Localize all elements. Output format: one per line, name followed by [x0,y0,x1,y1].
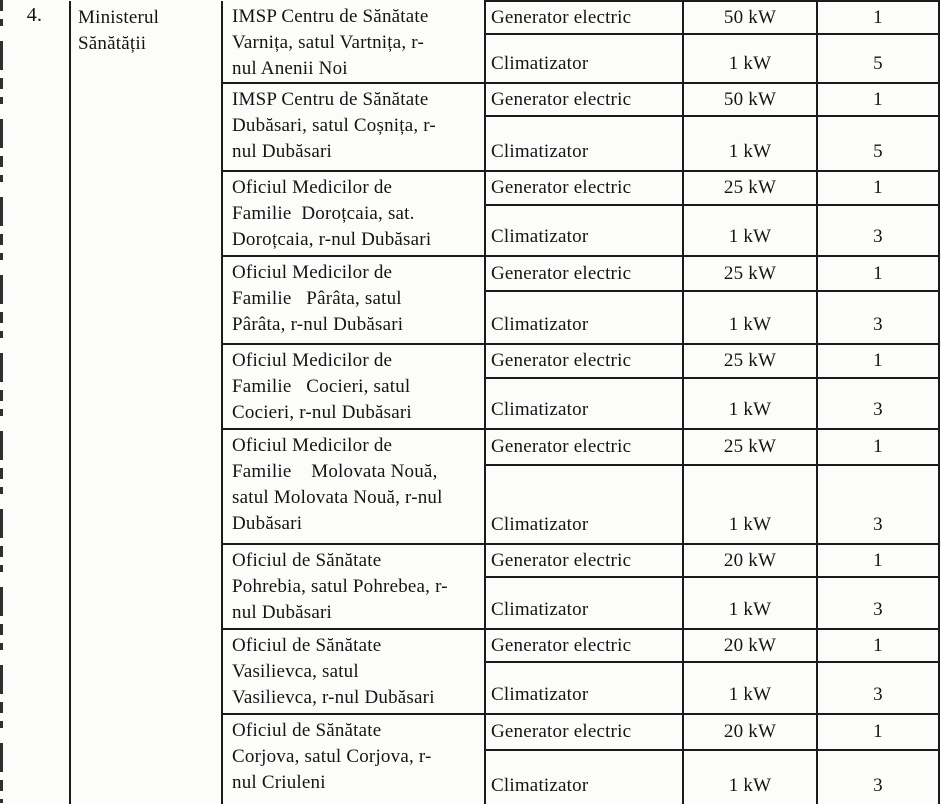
equipment-cell: Climatizator [485,577,683,629]
quantity-cell: 3 [817,577,939,629]
equipment-cell: Climatizator [485,291,683,344]
power-cell: 20 kW [683,544,817,577]
quantity-cell: 1 [817,544,939,577]
equipment-cell: Generator electric [485,1,683,34]
institution-cell: Oficiul Medicilor de Familie Molovata Nouă, satul Molovata Nouă, r-nul Dubăsari [222,429,485,544]
equipment-cell: Climatizator [485,750,683,804]
equipment-cell: Generator electric [485,83,683,116]
power-cell: 20 kW [683,714,817,750]
equipment-cell: Climatizator [485,116,683,171]
equipment-cell: Climatizator [485,378,683,429]
power-cell: 1 kW [683,378,817,429]
power-cell: 1 kW [683,205,817,256]
institution-cell: Oficiul de Sănătate Corjova, satul Corjova, r- nul Criuleni [222,714,485,804]
row-index-cell: 4. [0,1,70,804]
power-cell: 1 kW [683,577,817,629]
power-cell: 50 kW [683,83,817,116]
quantity-cell: 5 [817,116,939,171]
equipment-cell: Climatizator [485,465,683,544]
quantity-cell: 1 [817,1,939,34]
institution-cell: Oficiul Medicilor de Familie Cocieri, satul Cocieri, r-nul Dubăsari [222,344,485,429]
equipment-cell: Generator electric [485,256,683,291]
institution-cell: IMSP Centru de Sănătate Dubăsari, satul Coșnița, r- nul Dubăsari [222,83,485,171]
quantity-cell: 1 [817,629,939,662]
quantity-cell: 3 [817,750,939,804]
institution-cell: Oficiul Medicilor de Familie Pârâta, satul Pârâta, r-nul Dubăsari [222,256,485,344]
power-cell: 1 kW [683,291,817,344]
quantity-cell: 1 [817,344,939,378]
equipment-cell: Generator electric [485,429,683,465]
equipment-cell: Generator electric [485,544,683,577]
ministry-cell: Ministerul Sănătății [70,1,222,804]
power-cell: 1 kW [683,34,817,83]
power-cell: 25 kW [683,256,817,291]
quantity-cell: 3 [817,291,939,344]
equipment-cell: Climatizator [485,662,683,714]
institution-cell: Oficiul Medicilor de Familie Doroțcaia, sat. Doroțcaia, r-nul Dubăsari [222,171,485,256]
institution-cell: IMSP Centru de Sănătate Varnița, satul Vartnița, r- nul Anenii Noi [222,1,485,83]
equipment-cell: Generator electric [485,344,683,378]
quantity-cell: 1 [817,714,939,750]
power-cell: 1 kW [683,116,817,171]
quantity-cell: 3 [817,662,939,714]
power-cell: 1 kW [683,465,817,544]
quantity-cell: 1 [817,429,939,465]
institution-cell: Oficiul de Sănătate Pohrebia, satul Pohrebea, r- nul Dubăsari [222,544,485,629]
power-cell: 1 kW [683,662,817,714]
power-cell: 25 kW [683,344,817,378]
equipment-cell: Generator electric [485,171,683,205]
power-cell: 1 kW [683,750,817,804]
equipment-cell: Climatizator [485,205,683,256]
power-cell: 20 kW [683,629,817,662]
power-cell: 50 kW [683,1,817,34]
quantity-cell: 3 [817,465,939,544]
quantity-cell: 5 [817,34,939,83]
quantity-cell: 1 [817,171,939,205]
institution-cell: Oficiul de Sănătate Vasilievca, satul Vasilievca, r-nul Dubăsari [222,629,485,714]
quantity-cell: 1 [817,83,939,116]
equipment-cell: Generator electric [485,714,683,750]
power-cell: 25 kW [683,171,817,205]
equipment-cell: Generator electric [485,629,683,662]
equipment-cell: Climatizator [485,34,683,83]
quantity-cell: 1 [817,256,939,291]
quantity-cell: 3 [817,205,939,256]
quantity-cell: 3 [817,378,939,429]
power-cell: 25 kW [683,429,817,465]
